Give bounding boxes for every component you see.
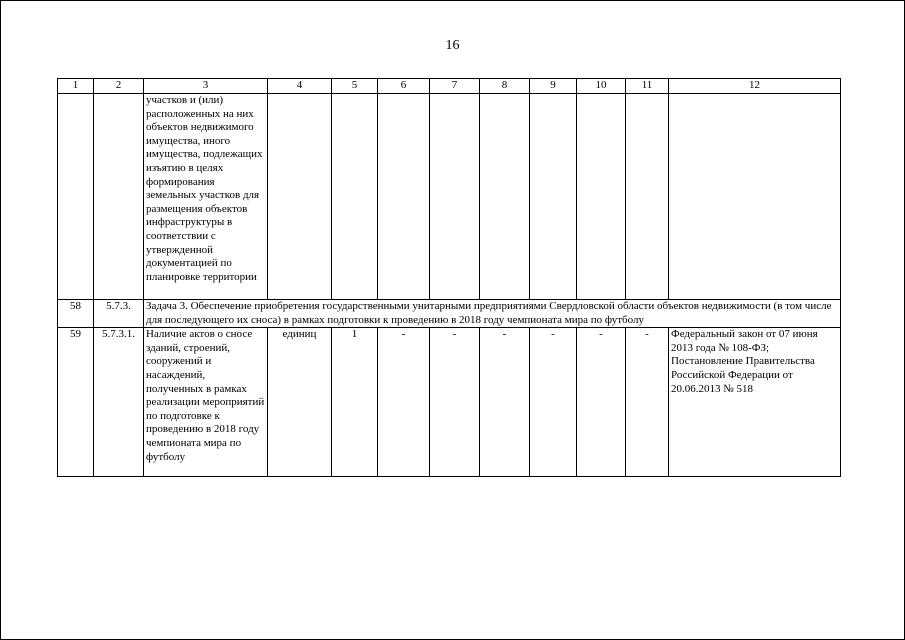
value-cell: - <box>530 328 577 477</box>
value-cell: - <box>378 328 430 477</box>
table-cell <box>626 94 669 300</box>
item-code-cell: 5.7.3.1. <box>94 328 144 477</box>
table-row-continuation <box>58 94 841 300</box>
value-cell: 1 <box>332 328 378 477</box>
indicator-table <box>57 78 841 477</box>
source-cell: Федеральный закон от 07 июня 2013 года № 108-ФЗ; Постановление Правительства Российской Федерации от 20.06.2013 № 518 <box>669 328 841 477</box>
table-cell <box>480 94 530 300</box>
header-cell: 1 <box>58 79 94 94</box>
row-number-cell: 58 <box>58 300 94 328</box>
header-cell: 2 <box>94 79 144 94</box>
header-cell: 5 <box>332 79 378 94</box>
row-number-cell: 59 <box>58 328 94 477</box>
header-cell: 6 <box>378 79 430 94</box>
task-description-cell: Задача 3. Обеспечение приобретения государственными унитарными предприятиями Свердловской области объектов недвижимости (в том числе для последующего их сноса) в рамках подготовки к проведению в 2018 году чемпионата мира по футболу <box>144 300 841 328</box>
table-header-row <box>58 79 841 94</box>
value-cell: - <box>577 328 626 477</box>
unit-cell: единиц <box>268 328 332 477</box>
header-cell: 10 <box>577 79 626 94</box>
value-cell: - <box>430 328 480 477</box>
table-cell <box>577 94 626 300</box>
value-cell: - <box>480 328 530 477</box>
table-cell <box>268 94 332 300</box>
page-number: 16 <box>445 38 460 53</box>
header-cell: 8 <box>480 79 530 94</box>
indicator-name-cell: участков и (или) расположенных на них объектов недвижимого имущества, иного имущества, подлежащих изъятию в целях формирования земельных участков для размещения объектов инфраструктуры в соответствии с утвержденной документацией по планировке территории <box>144 94 268 300</box>
header-cell: 12 <box>669 79 841 94</box>
table-row-task <box>58 300 841 328</box>
table-cell <box>58 94 94 300</box>
item-code-cell: 5.7.3. <box>94 300 144 328</box>
table-cell <box>378 94 430 300</box>
header-cell: 3 <box>144 79 268 94</box>
indicator-name-cell: Наличие актов о сносе зданий, строений, сооружений и насаждений, полученных в рамках реализации мероприятий по подготовке к проведению в 2018 году чемпионата мира по футболу <box>144 328 268 477</box>
header-cell: 4 <box>268 79 332 94</box>
table-cell <box>530 94 577 300</box>
header-cell: 11 <box>626 79 669 94</box>
value-cell: - <box>626 328 669 477</box>
table-cell <box>430 94 480 300</box>
header-cell: 9 <box>530 79 577 94</box>
table-row <box>58 328 841 477</box>
table-cell <box>669 94 841 300</box>
header-cell: 7 <box>430 79 480 94</box>
table-cell <box>332 94 378 300</box>
table-cell <box>94 94 144 300</box>
